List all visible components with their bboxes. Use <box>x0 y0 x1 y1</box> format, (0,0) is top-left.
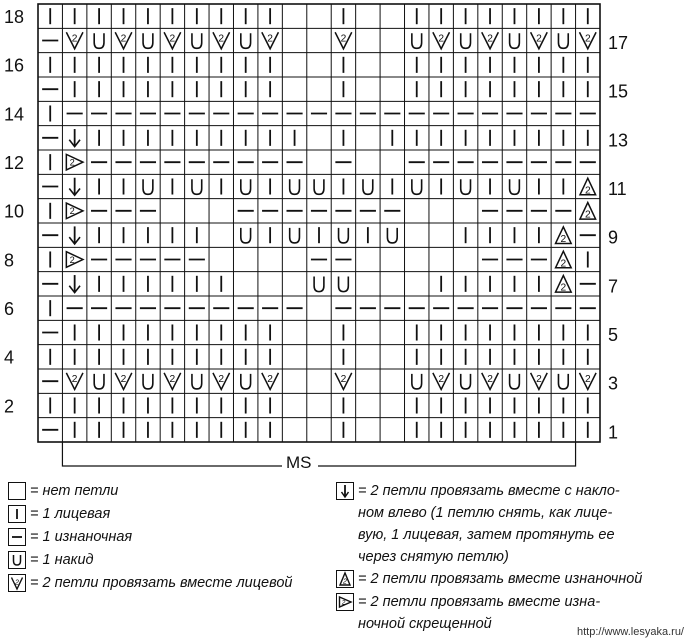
legend-item-empty <box>8 480 118 502</box>
purl-icon <box>8 528 26 546</box>
legend-item-p2tog <box>336 568 642 590</box>
yo-symbol <box>558 33 568 48</box>
yo-symbol <box>143 179 153 194</box>
legend-text: = 1 лицевая <box>30 506 111 522</box>
yo-symbol <box>510 374 520 389</box>
row-label-left: 6 <box>4 298 15 319</box>
p2tog-number: 2 <box>560 258 567 270</box>
watermark: http://www.lesyaka.ru/ <box>577 626 684 638</box>
p2tog-number: 2 <box>560 282 567 294</box>
p2tog-tbl-number: 2 <box>69 206 75 217</box>
row-label-right: 17 <box>608 33 629 54</box>
yo-symbol <box>558 374 568 389</box>
yo-symbol <box>192 33 202 48</box>
empty-icon <box>8 482 26 500</box>
yo-symbol <box>412 374 422 389</box>
yo-symbol <box>241 33 251 48</box>
row-label-right: 13 <box>608 130 629 151</box>
yo-symbol <box>241 228 251 243</box>
row-label-right: 11 <box>608 179 627 200</box>
k2tog-number: 2 <box>536 33 542 45</box>
legend-item-yo <box>8 549 94 571</box>
row-label-right: 7 <box>608 276 619 297</box>
yo-symbol <box>241 179 251 194</box>
p2tog-tbl-number: 2 <box>69 157 75 168</box>
legend-item-purl <box>8 526 132 548</box>
legend-item-ssk <box>336 480 620 568</box>
row-label-right: 1 <box>608 422 619 443</box>
legend-text: = 2 петли провязать вместе с накло- ном влево (1 петлю снять, как лице- вую, 1 лицевая, затем протянуть ее через снятую петлю) <box>358 483 620 565</box>
legend-text: = 2 петли провязать вместе изна- ночной скрещенной <box>358 594 601 632</box>
k2tog-number: 2 <box>438 374 445 386</box>
row-label-right: 9 <box>608 227 619 248</box>
k2tog-number: 2 <box>487 374 493 386</box>
k2tog-number: 2 <box>267 374 273 386</box>
row-label-right: 5 <box>608 325 619 346</box>
row-label-left: 18 <box>4 6 25 27</box>
row-label-left: 4 <box>4 347 15 368</box>
row-label-left: 16 <box>4 55 25 76</box>
yo-symbol <box>387 228 397 243</box>
legend-text: = нет петли <box>30 483 119 499</box>
yo-symbol <box>94 33 104 48</box>
yo-symbol <box>94 374 104 389</box>
k2tog-number: 2 <box>536 374 542 386</box>
svg-text:2: 2 <box>343 578 347 586</box>
yo-symbol <box>412 179 422 194</box>
k2tog-number: 2 <box>340 33 347 45</box>
p2tog-number: 2 <box>584 209 591 221</box>
k2tog-number: 2 <box>169 33 176 45</box>
legend-item-p2tog-tbl <box>336 591 600 635</box>
k2tog-number: 2 <box>218 33 225 45</box>
yo-symbol <box>339 228 349 243</box>
knit-icon <box>8 505 26 523</box>
p2tog-number: 2 <box>584 185 591 197</box>
k2tog-number: 2 <box>267 33 273 45</box>
p2tog-tbl-icon <box>336 593 354 611</box>
row-label-left: 14 <box>4 104 25 125</box>
legend-text: = 2 петли провязать вместе лицевой <box>30 575 293 591</box>
k2tog-number: 2 <box>169 374 176 386</box>
row-label-right: 15 <box>608 81 629 102</box>
p2tog-tbl-number: 2 <box>69 254 75 265</box>
k2tog-number: 2 <box>584 374 591 386</box>
ssk-icon <box>336 482 354 500</box>
yo-symbol <box>314 277 324 292</box>
yo-symbol <box>461 33 471 48</box>
yo-symbol <box>339 277 349 292</box>
yo-symbol <box>192 374 202 389</box>
row-label-left: 10 <box>4 201 25 222</box>
yo-symbol <box>461 374 471 389</box>
legend-item-knit <box>8 503 110 525</box>
k2tog-number: 2 <box>71 33 78 45</box>
svg-text:2: 2 <box>341 599 346 607</box>
legend-text: = 1 изнаночная <box>30 529 133 545</box>
yo-symbol <box>143 374 153 389</box>
p2tog-icon <box>336 570 354 588</box>
k2tog-number: 2 <box>71 374 78 386</box>
ms-label: MS <box>286 453 312 472</box>
yo-symbol <box>412 33 422 48</box>
yo-symbol <box>290 179 300 194</box>
yo-symbol <box>461 179 471 194</box>
k2tog-number: 2 <box>584 33 591 45</box>
ms-bracket <box>62 442 575 466</box>
k2tog-number: 2 <box>120 33 127 45</box>
yo-symbol <box>510 179 520 194</box>
k2tog-number: 2 <box>218 374 225 386</box>
row-label-left: 12 <box>4 152 25 173</box>
k2tog-icon <box>8 574 26 592</box>
k2tog-number: 2 <box>487 33 493 45</box>
row-label-right: 3 <box>608 373 619 394</box>
row-label-left: 2 <box>4 396 15 417</box>
legend-text: = 1 накид <box>30 552 94 568</box>
legend-text: = 2 петли провязать вместе изнаночной <box>358 571 643 587</box>
row-label-left: 8 <box>4 250 15 271</box>
k2tog-number: 2 <box>120 374 127 386</box>
yo-symbol <box>143 33 153 48</box>
yo-symbol <box>510 33 520 48</box>
svg-text:2: 2 <box>15 579 19 587</box>
yo-symbol <box>241 374 251 389</box>
yo-symbol <box>290 228 300 243</box>
p2tog-number: 2 <box>560 233 567 245</box>
k2tog-number: 2 <box>340 374 347 386</box>
yo-symbol <box>192 179 202 194</box>
yo-symbol <box>314 179 324 194</box>
legend-item-k2tog <box>8 572 292 594</box>
yo-symbol <box>363 179 373 194</box>
yo-icon <box>8 551 26 569</box>
k2tog-number: 2 <box>438 33 445 45</box>
